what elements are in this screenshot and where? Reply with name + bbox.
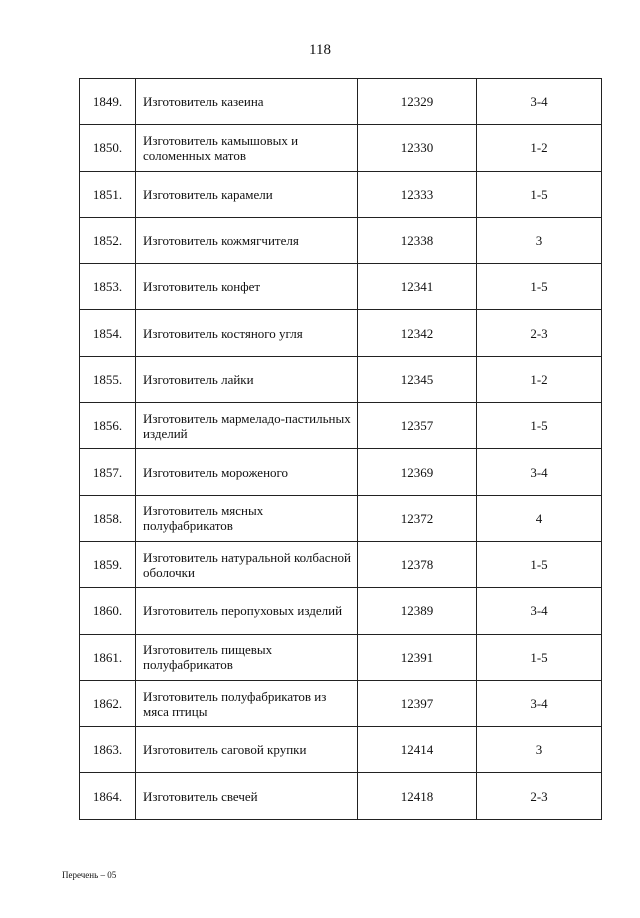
row-number-cell: 1863. <box>80 727 136 773</box>
row-number-cell: 1861. <box>80 634 136 680</box>
profession-name-cell: Изготовитель натуральной колбасной оболочки <box>136 541 358 587</box>
row-number-cell: 1857. <box>80 449 136 495</box>
row-number-cell: 1854. <box>80 310 136 356</box>
page-number: 118 <box>309 42 331 58</box>
row-number-cell: 1852. <box>80 217 136 263</box>
row-number-cell: 1860. <box>80 588 136 634</box>
grade-range-cell: 1-2 <box>477 125 602 171</box>
profession-name-cell: Изготовитель камышовых и соломенных матов <box>136 125 358 171</box>
profession-code-cell: 12378 <box>358 541 477 587</box>
profession-name-cell: Изготовитель свечей <box>136 773 358 819</box>
table-row <box>80 264 602 310</box>
profession-code-cell: 12329 <box>358 79 477 125</box>
grade-range-cell: 4 <box>477 495 602 541</box>
profession-name-cell: Изготовитель костяного угля <box>136 310 358 356</box>
table-row <box>80 125 602 171</box>
profession-name-cell: Изготовитель конфет <box>136 264 358 310</box>
table-row <box>80 680 602 726</box>
profession-name-cell: Изготовитель мармеладо-пастильных изделий <box>136 403 358 449</box>
row-number-cell: 1851. <box>80 171 136 217</box>
profession-code-cell: 12338 <box>358 217 477 263</box>
profession-code-cell: 12333 <box>358 171 477 217</box>
grade-range-cell: 3-4 <box>477 449 602 495</box>
professions-table <box>79 78 602 820</box>
profession-name-cell: Изготовитель перопуховых изделий <box>136 588 358 634</box>
table-row <box>80 171 602 217</box>
row-number-cell: 1853. <box>80 264 136 310</box>
table-row <box>80 634 602 680</box>
profession-code-cell: 12330 <box>358 125 477 171</box>
profession-code-cell: 12418 <box>358 773 477 819</box>
table-row <box>80 403 602 449</box>
row-number-cell: 1862. <box>80 680 136 726</box>
grade-range-cell: 3-4 <box>477 680 602 726</box>
profession-code-cell: 12391 <box>358 634 477 680</box>
grade-range-cell: 3 <box>477 217 602 263</box>
row-number-cell: 1849. <box>80 79 136 125</box>
profession-code-cell: 12342 <box>358 310 477 356</box>
table-row <box>80 773 602 819</box>
grade-range-cell: 1-5 <box>477 403 602 449</box>
profession-code-cell: 12372 <box>358 495 477 541</box>
table-row <box>80 541 602 587</box>
profession-name-cell: Изготовитель карамели <box>136 171 358 217</box>
profession-code-cell: 12357 <box>358 403 477 449</box>
row-number-cell: 1850. <box>80 125 136 171</box>
table-row <box>80 217 602 263</box>
table-row <box>80 588 602 634</box>
profession-name-cell: Изготовитель пищевых полуфабрикатов <box>136 634 358 680</box>
grade-range-cell: 2-3 <box>477 310 602 356</box>
grade-range-cell: 2-3 <box>477 773 602 819</box>
grade-range-cell: 3-4 <box>477 79 602 125</box>
grade-range-cell: 1-2 <box>477 356 602 402</box>
row-number-cell: 1859. <box>80 541 136 587</box>
profession-name-cell: Изготовитель лайки <box>136 356 358 402</box>
profession-name-cell: Изготовитель казеина <box>136 79 358 125</box>
profession-name-cell: Изготовитель полуфабрикатов из мяса птицы <box>136 680 358 726</box>
grade-range-cell: 1-5 <box>477 171 602 217</box>
row-number-cell: 1856. <box>80 403 136 449</box>
profession-name-cell: Изготовитель мясных полуфабрикатов <box>136 495 358 541</box>
table-row <box>80 449 602 495</box>
table-row <box>80 79 602 125</box>
professions-table-wrapper <box>79 78 590 820</box>
profession-code-cell: 12369 <box>358 449 477 495</box>
profession-name-cell: Изготовитель кожмягчителя <box>136 217 358 263</box>
footer-label: Перечень – 05 <box>62 870 117 880</box>
grade-range-cell: 1-5 <box>477 634 602 680</box>
profession-name-cell: Изготовитель мороженого <box>136 449 358 495</box>
profession-code-cell: 12341 <box>358 264 477 310</box>
grade-range-cell: 3 <box>477 727 602 773</box>
grade-range-cell: 1-5 <box>477 264 602 310</box>
row-number-cell: 1855. <box>80 356 136 402</box>
table-row <box>80 727 602 773</box>
grade-range-cell: 3-4 <box>477 588 602 634</box>
profession-name-cell: Изготовитель саговой крупки <box>136 727 358 773</box>
table-row <box>80 310 602 356</box>
table-body <box>80 79 602 820</box>
profession-code-cell: 12345 <box>358 356 477 402</box>
row-number-cell: 1858. <box>80 495 136 541</box>
grade-range-cell: 1-5 <box>477 541 602 587</box>
table-row <box>80 495 602 541</box>
row-number-cell: 1864. <box>80 773 136 819</box>
profession-code-cell: 12397 <box>358 680 477 726</box>
table-row <box>80 356 602 402</box>
profession-code-cell: 12414 <box>358 727 477 773</box>
profession-code-cell: 12389 <box>358 588 477 634</box>
